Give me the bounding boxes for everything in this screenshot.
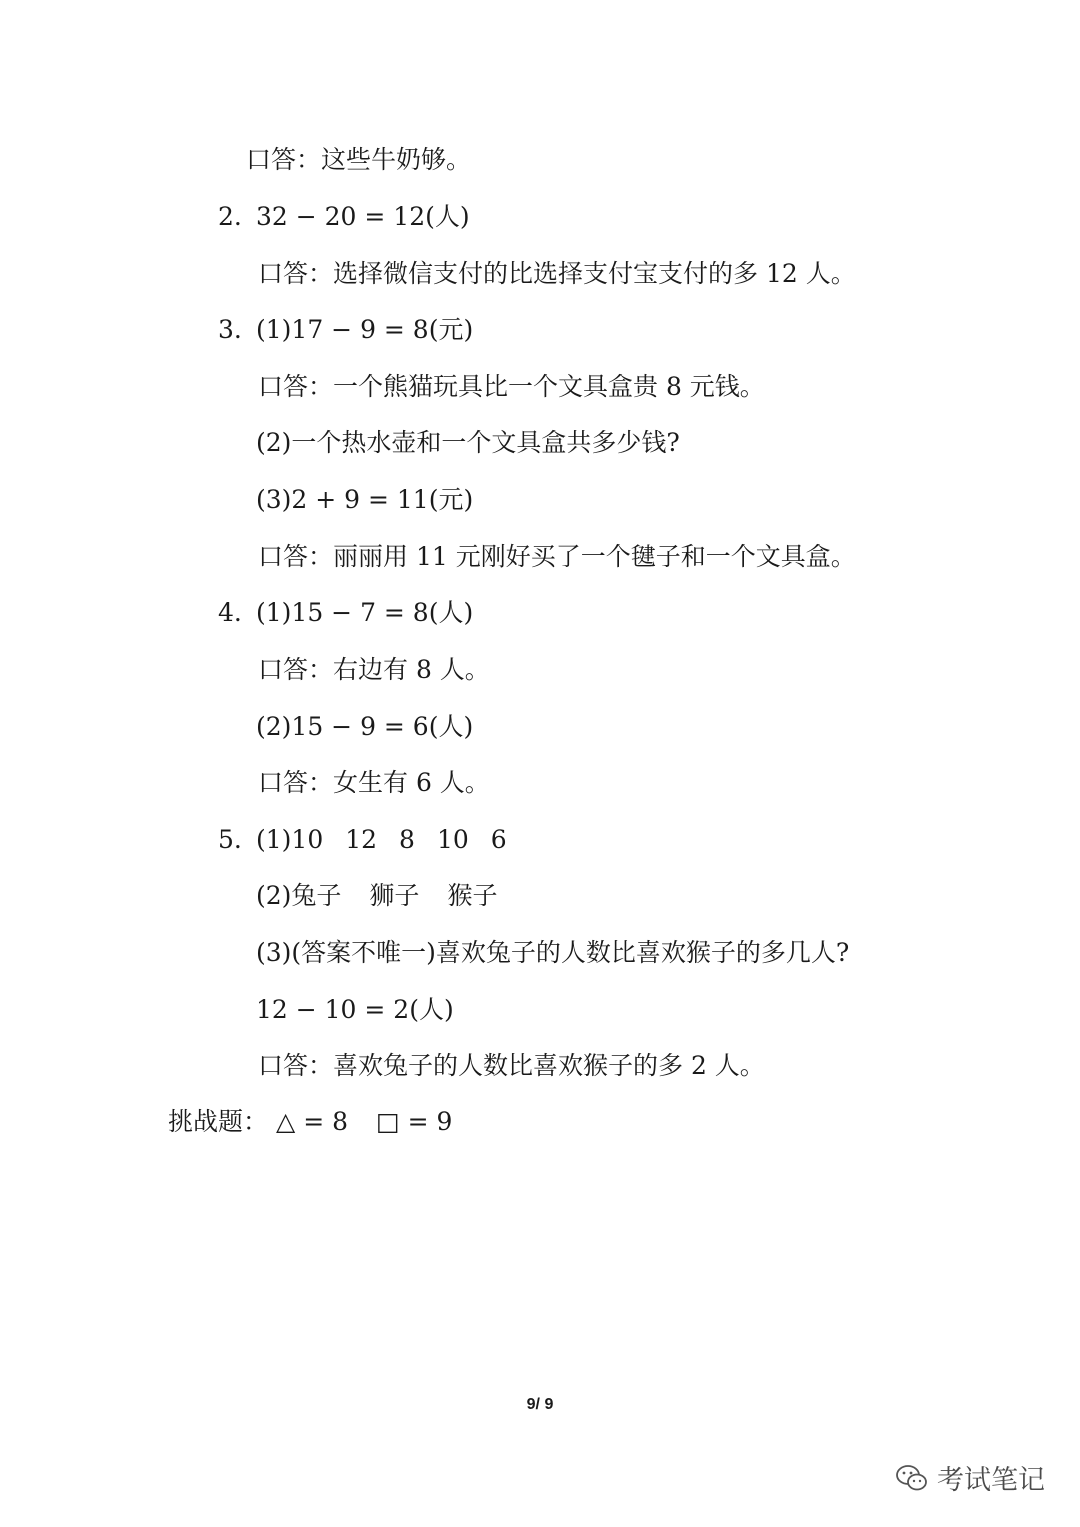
square-value: □ = 9 xyxy=(376,1107,453,1136)
sub-answer: 12 − 10 = 2(人) xyxy=(256,995,454,1024)
answer-line: 口答：喜欢兔子的人数比喜欢猴子的多 2 人。 xyxy=(258,1051,765,1080)
answer-line: 口答：丽丽用 11 元刚好买了一个毽子和一个文具盒。 xyxy=(258,542,856,571)
sub-answer: (2)15 − 9 = 6(人) xyxy=(256,712,474,741)
sub-answer: (2)兔子 狮子 猴子 xyxy=(256,881,498,910)
question-2: 2. 32 − 20 = 12(人) xyxy=(218,202,470,231)
answer-line: 口答：右边有 8 人。 xyxy=(258,655,490,684)
answer-line: 口答：这些牛奶够。 xyxy=(246,145,472,174)
answer-line: 口答：选择微信支付的比选择支付宝支付的多 12 人。 xyxy=(258,259,856,288)
challenge-line: 挑战题： △ = 8 □ = 9 xyxy=(168,1107,453,1136)
wechat-icon xyxy=(895,1463,929,1493)
question-number: 5. xyxy=(218,825,242,854)
question-number: 3. xyxy=(218,315,242,344)
watermark-text: 考试笔记 xyxy=(937,1465,1045,1496)
triangle-value: △ = 8 xyxy=(276,1107,348,1136)
question-number: 4. xyxy=(218,598,242,627)
question-4: 4. (1)15 − 7 = 8(人) xyxy=(218,598,474,627)
sub-answer: (3)2 + 9 = 11(元) xyxy=(256,485,474,514)
answer-line: 口答：女生有 6 人。 xyxy=(258,768,490,797)
answer-line: 口答：一个熊猫玩具比一个文具盒贵 8 元钱。 xyxy=(258,372,765,401)
question-5: 5. (1)10 12 8 10 6 xyxy=(218,825,507,854)
sub-answer: (2)一个热水壶和一个文具盒共多少钱? xyxy=(256,428,680,457)
watermark xyxy=(895,1458,1045,1497)
sub-answer: (3)(答案不唯一)喜欢兔子的人数比喜欢猴子的多几人? xyxy=(256,938,850,967)
question-number: 2. xyxy=(218,202,242,231)
question-3: 3. (1)17 − 9 = 8(元) xyxy=(218,315,474,344)
page-number: 9/ 9 xyxy=(526,1396,554,1413)
